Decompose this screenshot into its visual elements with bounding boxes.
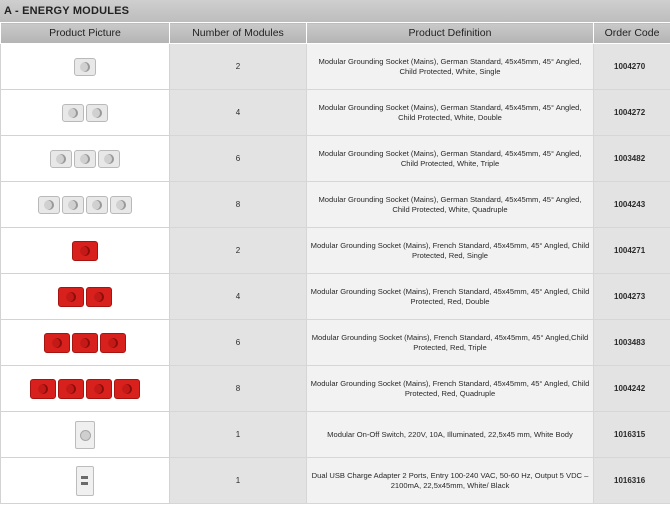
order-code: 1004242	[594, 366, 670, 412]
product-picture	[1, 274, 170, 320]
product-picture	[1, 44, 170, 90]
table-row	[1, 228, 670, 274]
product-definition: Modular Grounding Socket (Mains), German Standard, 45x45mm, 45° Angled, Child Protected, White, Double	[307, 90, 594, 136]
number-of-modules: 2	[170, 228, 307, 274]
product-picture	[1, 458, 170, 504]
product-definition: Modular Grounding Socket (Mains), French Standard, 45x45mm, 45° Angled,Child Protected, Red, Triple	[307, 320, 594, 366]
header-order-code: Order Code	[594, 23, 670, 44]
table-row	[1, 458, 670, 504]
number-of-modules: 8	[170, 366, 307, 412]
order-code: 1004271	[594, 228, 670, 274]
red-socket-icon	[72, 241, 98, 261]
product-definition: Modular Grounding Socket (Mains), German Standard, 45x45mm, 45° Angled, Child Protected, White, Single	[307, 44, 594, 90]
table-row	[1, 182, 670, 228]
product-definition: Modular Grounding Socket (Mains), German Standard, 45x45mm, 45° Angled, Child Protected, White, Triple	[307, 136, 594, 182]
order-code: 1003482	[594, 136, 670, 182]
header-product-picture: Product Picture	[1, 23, 170, 44]
order-code: 1016315	[594, 412, 670, 458]
product-picture	[1, 182, 170, 228]
table-row	[1, 136, 670, 182]
number-of-modules: 2	[170, 44, 307, 90]
section-title: A - ENERGY MODULES	[0, 0, 670, 22]
table-row	[1, 90, 670, 136]
product-picture	[1, 90, 170, 136]
red-socket-icon	[30, 379, 140, 399]
switch-icon	[75, 421, 95, 449]
table-row	[1, 44, 670, 90]
table-row	[1, 412, 670, 458]
red-socket-icon	[44, 333, 126, 353]
number-of-modules: 6	[170, 320, 307, 366]
header-number-of-modules: Number of Modules	[170, 23, 307, 44]
order-code: 1003483	[594, 320, 670, 366]
white-socket-icon	[62, 104, 108, 122]
product-definition: Modular Grounding Socket (Mains), French Standard, 45x45mm, 45° Angled, Child Protected, Red, Single	[307, 228, 594, 274]
number-of-modules: 6	[170, 136, 307, 182]
number-of-modules: 8	[170, 182, 307, 228]
product-picture	[1, 412, 170, 458]
order-code: 1004270	[594, 44, 670, 90]
product-definition: Modular Grounding Socket (Mains), French Standard, 45x45mm, 45° Angled, Child Protected, Red, Quadruple	[307, 366, 594, 412]
product-definition: Dual USB Charge Adapter 2 Ports, Entry 100-240 VAC, 50-60 Hz, Output 5 VDC – 2100mA, 22,5x45mm, White/ Black	[307, 458, 594, 504]
product-picture	[1, 320, 170, 366]
number-of-modules: 1	[170, 412, 307, 458]
order-code: 1016316	[594, 458, 670, 504]
product-picture	[1, 228, 170, 274]
number-of-modules: 1	[170, 458, 307, 504]
table-row	[1, 366, 670, 412]
number-of-modules: 4	[170, 274, 307, 320]
table-row	[1, 274, 670, 320]
order-code: 1004243	[594, 182, 670, 228]
product-definition: Modular On-Off Switch, 220V, 10A, Illuminated, 22,5x45 mm, White Body	[307, 412, 594, 458]
table-header-row	[1, 23, 670, 44]
product-picture	[1, 136, 170, 182]
product-picture	[1, 366, 170, 412]
white-socket-icon	[38, 196, 132, 214]
table-row	[1, 320, 670, 366]
order-code: 1004272	[594, 90, 670, 136]
white-socket-icon	[74, 58, 96, 76]
energy-modules-table	[0, 22, 670, 504]
number-of-modules: 4	[170, 90, 307, 136]
product-definition: Modular Grounding Socket (Mains), German Standard, 45x45mm, 45° Angled, Child Protected, White, Quadruple	[307, 182, 594, 228]
red-socket-icon	[58, 287, 112, 307]
order-code: 1004273	[594, 274, 670, 320]
header-product-definition: Product Definition	[307, 23, 594, 44]
white-socket-icon	[50, 150, 120, 168]
usb-charger-icon	[76, 466, 94, 496]
product-definition: Modular Grounding Socket (Mains), French Standard, 45x45mm, 45° Angled, Child Protected, Red, Double	[307, 274, 594, 320]
